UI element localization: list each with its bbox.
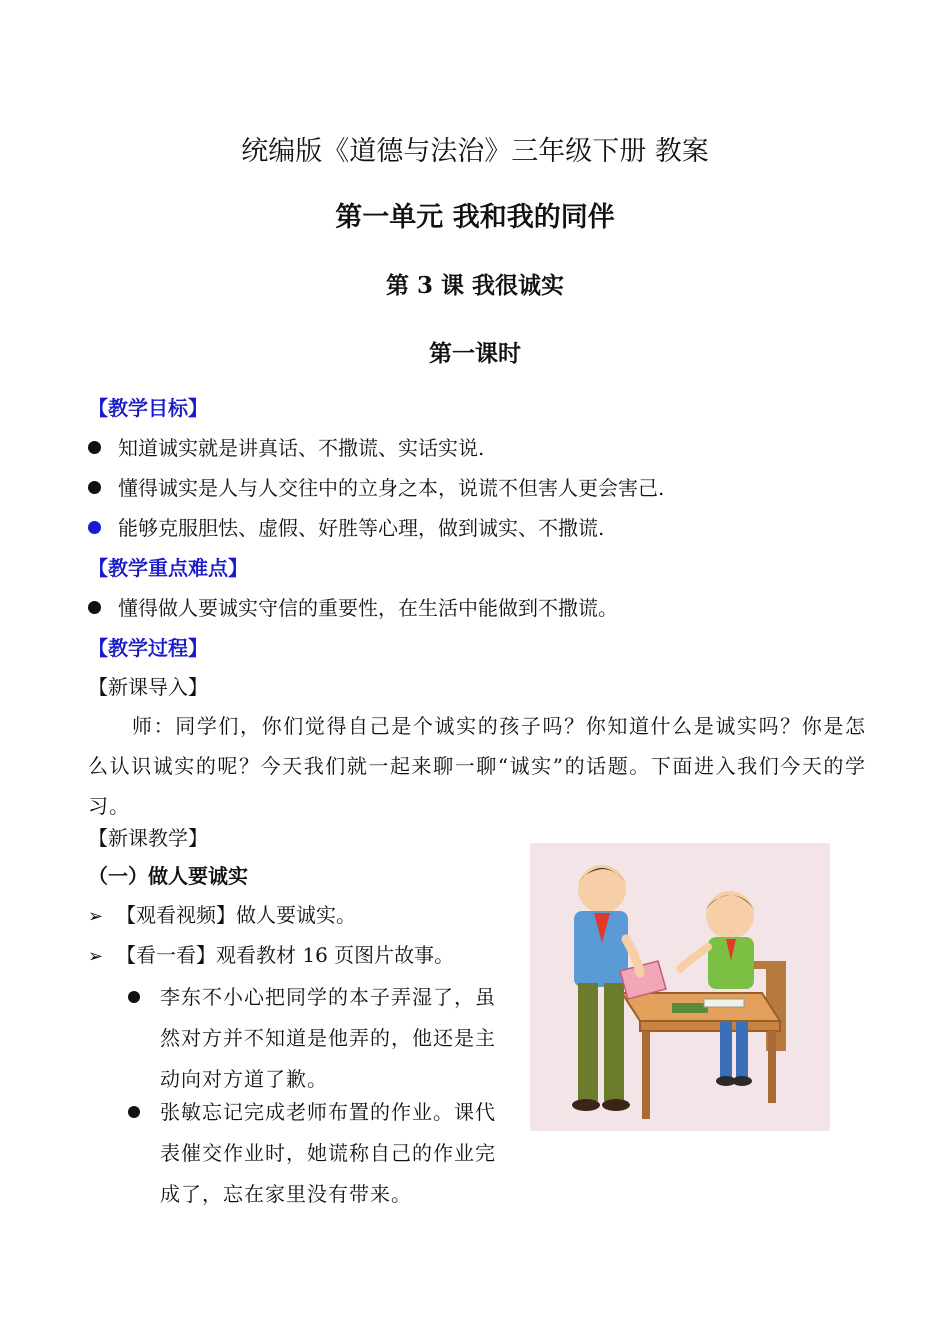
activity-item [88,900,356,932]
boys-apologizing-illustration [530,843,830,1131]
process-heading: 【教学过程】 [88,636,208,660]
activity-text: 【看一看】观看教材 16 页图片故事。 [116,943,455,967]
goal-item [88,433,484,463]
bullet-icon [88,441,101,454]
arrow-bullet-icon: ➢ [88,946,104,967]
goals-heading: 【教学目标】 [88,396,208,420]
goal-item [88,473,664,503]
key-point-text: 懂得做人要诚实守信的重要性，在生活中能做到不撒谎。 [118,596,618,620]
activity-item [88,940,454,972]
key-points-heading: 【教学重点难点】 [88,556,248,580]
goal-text: 能够克服胆怯、虚假、好胜等心理，做到诚实、不撒谎. [118,516,605,540]
bullet-icon [128,1106,140,1118]
story-item: 李东不小心把同学的本子弄湿了，虽然对方并不知道是他弄的，他还是主动向对方道了歉。 [160,985,496,1091]
intro-label: 【新课导入】 [88,675,208,699]
goal-item [88,513,604,543]
goal-text: 知道诚实就是讲真话、不撒谎、实话实说. [118,436,485,460]
bullet-icon [88,521,101,534]
classroom-illustration [530,843,830,1131]
activity-text: 【观看视频】做人要诚实。 [116,903,356,927]
unit-title: 第一单元 我和我的同伴 [335,202,615,233]
period-title: 第一课时 [429,340,521,367]
lesson-title: 第 3 课 我很诚实 [385,272,565,299]
bullet-icon [128,991,140,1003]
arrow-bullet-icon: ➢ [88,906,104,927]
teach-label: 【新课教学】 [88,826,208,850]
goal-text: 懂得诚实是人与人交往中的立身之本，说谎不但害人更会害己. [118,476,665,500]
bullet-icon [88,601,101,614]
story-item: 张敏忘记完成老师布置的作业。课代表催交作业时，她谎称自己的作业完成了，忘在家里没有带来。 [160,1100,496,1206]
key-point-item [88,593,618,623]
document-title: 统编版《道德与法治》三年级下册 教案 [241,136,709,167]
intro-paragraph: 师：同学们，你们觉得自己是个诚实的孩子吗？你知道什么是诚实吗？你是怎么认识诚实的呢？今天我们就一起来聊一聊“诚实”的话题。下面进入我们今天的学习。 [88,714,866,818]
bullet-icon [88,481,101,494]
part1-title: （一）做人要诚实 [88,864,248,888]
